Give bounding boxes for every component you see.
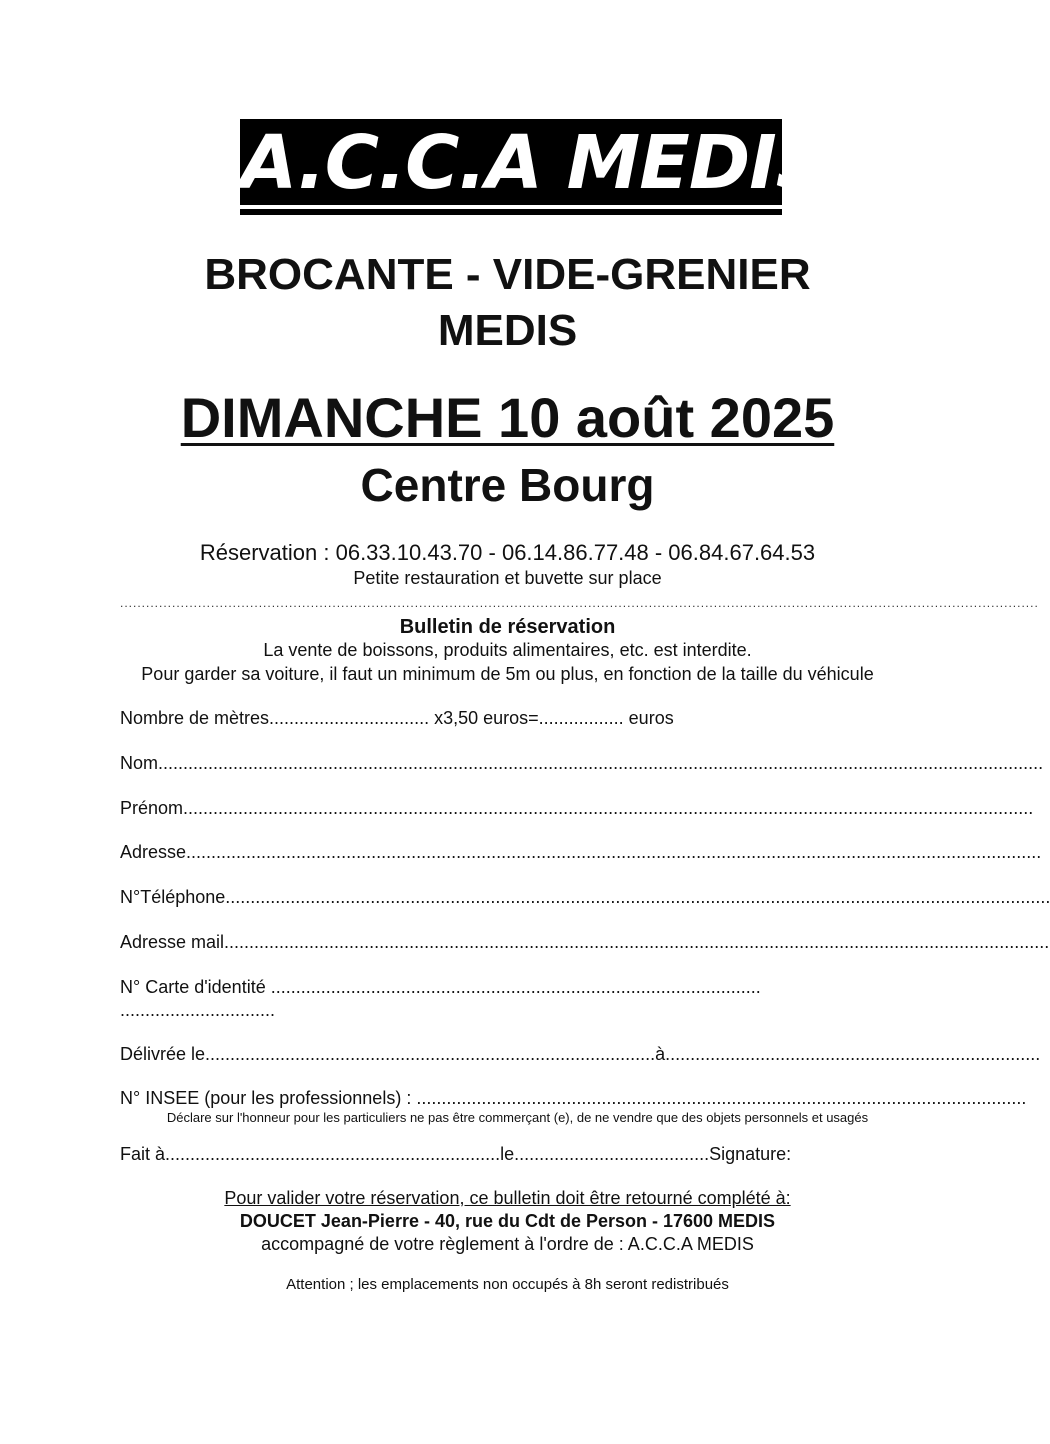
event-title-line2: MEDIS [437,306,578,355]
field-delivree[interactable]: Délivrée le..........................................................................................à........................................................................... [120,1044,1041,1064]
field-carte-identite-cont[interactable]: ............................... [120,1000,276,1020]
logo-underline [240,209,782,215]
field-insee[interactable]: N° INSEE (pour les professionnels) : .......................................................................................................................... [120,1088,1027,1108]
bulletin-rule-1: La vente de boissons, produits alimentaires, etc. est interdite. [263,640,752,660]
field-nom[interactable]: Nom................................................................................................................................................................................. [120,753,1044,773]
catering-info: Petite restauration et buvette sur place [353,568,662,588]
honour-declaration: Déclare sur l'honneur pour les particuliers ne pas être commerçant (e), de ne vendre que des objets personnels et usagés [166,1110,869,1125]
field-carte-identite[interactable]: N° Carte d'identité .................................................................................................. [120,977,761,997]
footer-validation-note: Pour valider votre réservation, ce bulletin doit être retourné complété à: [224,1188,791,1208]
logo-text: A.C.C.A MEDIS [240,120,829,206]
bulletin-rule-2: Pour garder sa voiture, il faut un minimum de 5m ou plus, en fonction de la taille du véhicule [141,664,874,684]
field-telephone[interactable]: N°Téléphone..................................................................................................................................................................... [120,887,1050,907]
bulletin-title: Bulletin de réservation [399,616,616,638]
footer-postal-address: DOUCET Jean-Pierre - 40, rue du Cdt de Person - 17600 MEDIS [239,1211,776,1231]
footer-attention-note: Attention ; les emplacements non occupés à 8h seront redistribués [286,1276,729,1293]
reservation-phones: Réservation : 06.33.10.43.70 - 06.14.86.77.48 - 06.84.67.64.53 [199,540,816,565]
field-fait-signature[interactable]: Fait à...................................................................le.......................................Signature: [120,1144,792,1164]
event-title-line1: BROCANTE - VIDE-GRENIER [204,250,811,299]
field-prenom[interactable]: Prénom.......................................................................................................................................................................... [120,798,1034,818]
footer-payment-note: accompagné de votre règlement à l'ordre de : A.C.C.A MEDIS [261,1234,754,1254]
field-mail[interactable]: Adresse mail..................................................................................................................................................................... [120,932,1050,952]
event-date: DIMANCHE 10 août 2025 [180,386,835,449]
club-logo [240,119,829,206]
event-place: Centre Bourg [360,459,655,511]
field-adresse[interactable]: Adresse........................................................................................................................................................................... [120,842,1042,862]
field-metres[interactable]: Nombre de mètres................................ x3,50 euros=................. euros [120,708,674,728]
separator-dots: .................................................................................................................................................................................................................... [120,596,1039,610]
